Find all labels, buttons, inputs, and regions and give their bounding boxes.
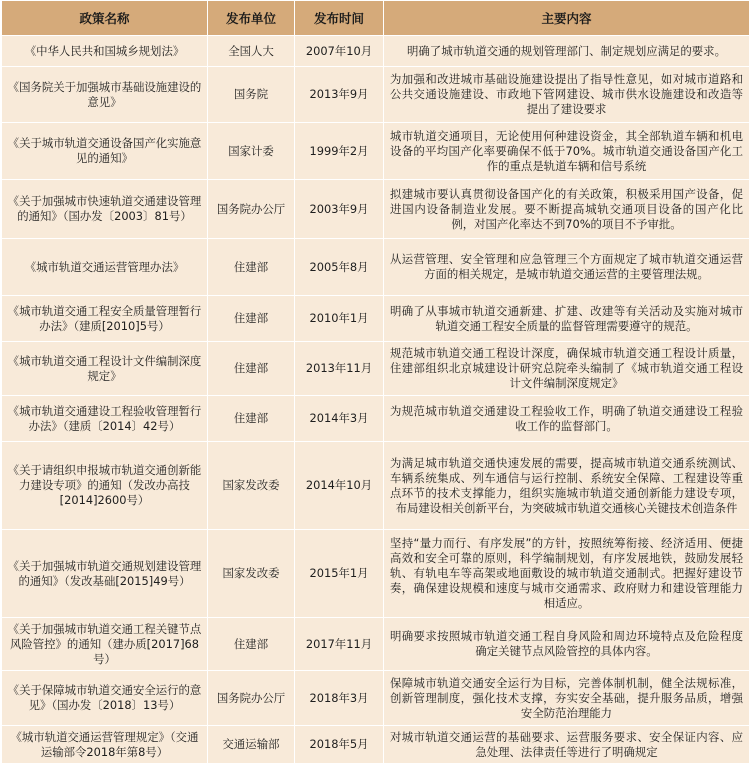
content-cell: 规范城市轨道交通工程设计深度，确保城市轨道交通工程设计质量，住建部组织北京城建设计研究总院牵头编制了《城市轨道交通工程设计文件编制深度规定》 <box>384 342 750 396</box>
policy-table <box>1 0 750 764</box>
table-row <box>2 618 750 671</box>
date-cell: 2017年11月 <box>295 618 384 671</box>
issuer-cell: 国务院办公厅 <box>208 180 295 239</box>
date-cell: 2015年1月 <box>295 530 384 618</box>
issuer-cell: 全国人大 <box>208 36 295 67</box>
issuer-cell: 住建部 <box>208 239 295 296</box>
table-row <box>2 342 750 396</box>
issuer-cell: 国务院 <box>208 67 295 123</box>
table-row <box>2 671 750 726</box>
policy-name-cell: 《城市轨道交通运营管理办法》 <box>2 239 208 296</box>
date-cell: 2003年9月 <box>295 180 384 239</box>
header-row <box>2 1 750 36</box>
table-row <box>2 67 750 123</box>
policy-name-cell: 《城市轨道交通建设工程验收管理暂行办法》（建质〔2014〕42号） <box>2 396 208 442</box>
header-policy-name: 政策名称 <box>2 1 208 36</box>
issuer-cell: 国务院办公厅 <box>208 671 295 726</box>
date-cell: 2014年3月 <box>295 396 384 442</box>
issuer-cell: 住建部 <box>208 618 295 671</box>
date-cell: 2018年3月 <box>295 671 384 726</box>
content-cell: 城市轨道交通项目，无论使用何种建设资金，其全部轨道车辆和机电设备的平均国产化率要确保不低于70%。城市轨道交通设备国产化工作的重点是轨道车辆和信号系统 <box>384 123 750 180</box>
policy-name-cell: 《关于加强城市轨道交通规划建设管理的通知》（发改基础[2015]49号） <box>2 530 208 618</box>
issuer-cell: 住建部 <box>208 396 295 442</box>
header-issuer: 发布单位 <box>208 1 295 36</box>
content-cell: 明确要求按照城市轨道交通工程自身风险和周边环境特点及危险程度确定关键节点风险管控的具体内容。 <box>384 618 750 671</box>
table-row <box>2 239 750 296</box>
content-cell: 拟建城市要认真贯彻设备国产化的有关政策，积极采用国产设备，促进国内设备制造业发展。要不断提高城轨交通项目设备的国产化比例，对国产化率达不到70%的项目不予审批。 <box>384 180 750 239</box>
issuer-cell: 交通运输部 <box>208 726 295 764</box>
issuer-cell: 国家计委 <box>208 123 295 180</box>
table-row <box>2 726 750 764</box>
table-row <box>2 396 750 442</box>
policy-name-cell: 《关于城市轨道交通设备国产化实施意见的通知》 <box>2 123 208 180</box>
policy-name-cell: 《关于保障城市轨道交通安全运行的意见》（国办发〔2018〕13号） <box>2 671 208 726</box>
policy-name-cell: 《城市轨道交通工程设计文件编制深度规定》 <box>2 342 208 396</box>
issuer-cell: 国家发改委 <box>208 442 295 530</box>
content-cell: 明确了从事城市轨道交通新建、扩建、改建等有关活动及实施对城市轨道交通工程安全质量的监督管理需要遵守的规范。 <box>384 296 750 342</box>
table-row <box>2 36 750 67</box>
date-cell: 2005年8月 <box>295 239 384 296</box>
policy-name-cell: 《国务院关于加强城市基础设施建设的意见》 <box>2 67 208 123</box>
content-cell: 为规范城市轨道交通建设工程验收工作，明确了轨道交通建设工程验收工作的监督部门。 <box>384 396 750 442</box>
table-row <box>2 530 750 618</box>
content-cell: 对城市轨道交通运营的基础要求、运营服务要求、安全保证内容、应急处理、法律责任等进行了明确规定 <box>384 726 750 764</box>
table-row <box>2 123 750 180</box>
issuer-cell: 住建部 <box>208 296 295 342</box>
date-cell: 2013年9月 <box>295 67 384 123</box>
policy-name-cell: 《城市轨道交通工程安全质量管理暂行办法》（建质[2010]5号） <box>2 296 208 342</box>
header-date: 发布时间 <box>295 1 384 36</box>
date-cell: 2010年1月 <box>295 296 384 342</box>
policy-name-cell: 《关于加强城市轨道交通工程关键节点风险管控》的通知（建办质[2017]68号） <box>2 618 208 671</box>
policy-name-cell: 《关于加强城市快速轨道交通建设管理的通知》（国办发〔2003〕81号） <box>2 180 208 239</box>
date-cell: 2014年10月 <box>295 442 384 530</box>
date-cell: 2013年11月 <box>295 342 384 396</box>
table-row <box>2 442 750 530</box>
date-cell: 2018年5月 <box>295 726 384 764</box>
table-row <box>2 296 750 342</box>
issuer-cell: 国家发改委 <box>208 530 295 618</box>
content-cell: 明确了城市轨道交通的规划管理部门、制定规划应满足的要求。 <box>384 36 750 67</box>
policy-name-cell: 《关于请组织申报城市轨道交通创新能力建设专项》的通知（发改办高技[2014]2600号） <box>2 442 208 530</box>
content-cell: 为满足城市轨道交通快速发展的需要，提高城市轨道交通系统测试、车辆系统集成、列车通信与运行控制、系统安全保障、工程建设等重点环节的技术支撑能力，组织实施城市轨道交通创新能力建设专项，布局建设相关创新平台，为突破城市轨道交通核心关键技术创造条件 <box>384 442 750 530</box>
policy-name-cell: 《城市轨道交通运营管理规定》（交通运输部令2018年第8号） <box>2 726 208 764</box>
content-cell: 保障城市轨道交通安全运行为目标，完善体制机制，健全法规标准，创新管理制度，强化技术支撑，夯实安全基础，提升服务品质，增强安全防范治理能力 <box>384 671 750 726</box>
content-cell: 坚持“量力而行、有序发展”的方针，按照统筹衔接、经济适用、便捷高效和安全可靠的原则，科学编制规划，有序发展地铁，鼓励发展轻轨、有轨电车等高架或地面敷设的城市轨道交通制式。把握好建设节奏，确保建设规模和速度与城市交通需求、政府财力和建设管理能力相适应。 <box>384 530 750 618</box>
date-cell: 2007年10月 <box>295 36 384 67</box>
date-cell: 1999年2月 <box>295 123 384 180</box>
header-content: 主要内容 <box>384 1 750 36</box>
table-row <box>2 180 750 239</box>
policy-name-cell: 《中华人民共和国城乡规划法》 <box>2 36 208 67</box>
content-cell: 从运营管理、安全管理和应急管理三个方面规定了城市轨道交通运营方面的相关规定，是城市轨道交通运营的主要管理法规。 <box>384 239 750 296</box>
content-cell: 为加强和改进城市基础设施建设提出了指导性意见，如对城市道路和公共交通设施建设、市政地下管网建设、城市供水设施建设和改造等提出了建设要求 <box>384 67 750 123</box>
issuer-cell: 住建部 <box>208 342 295 396</box>
